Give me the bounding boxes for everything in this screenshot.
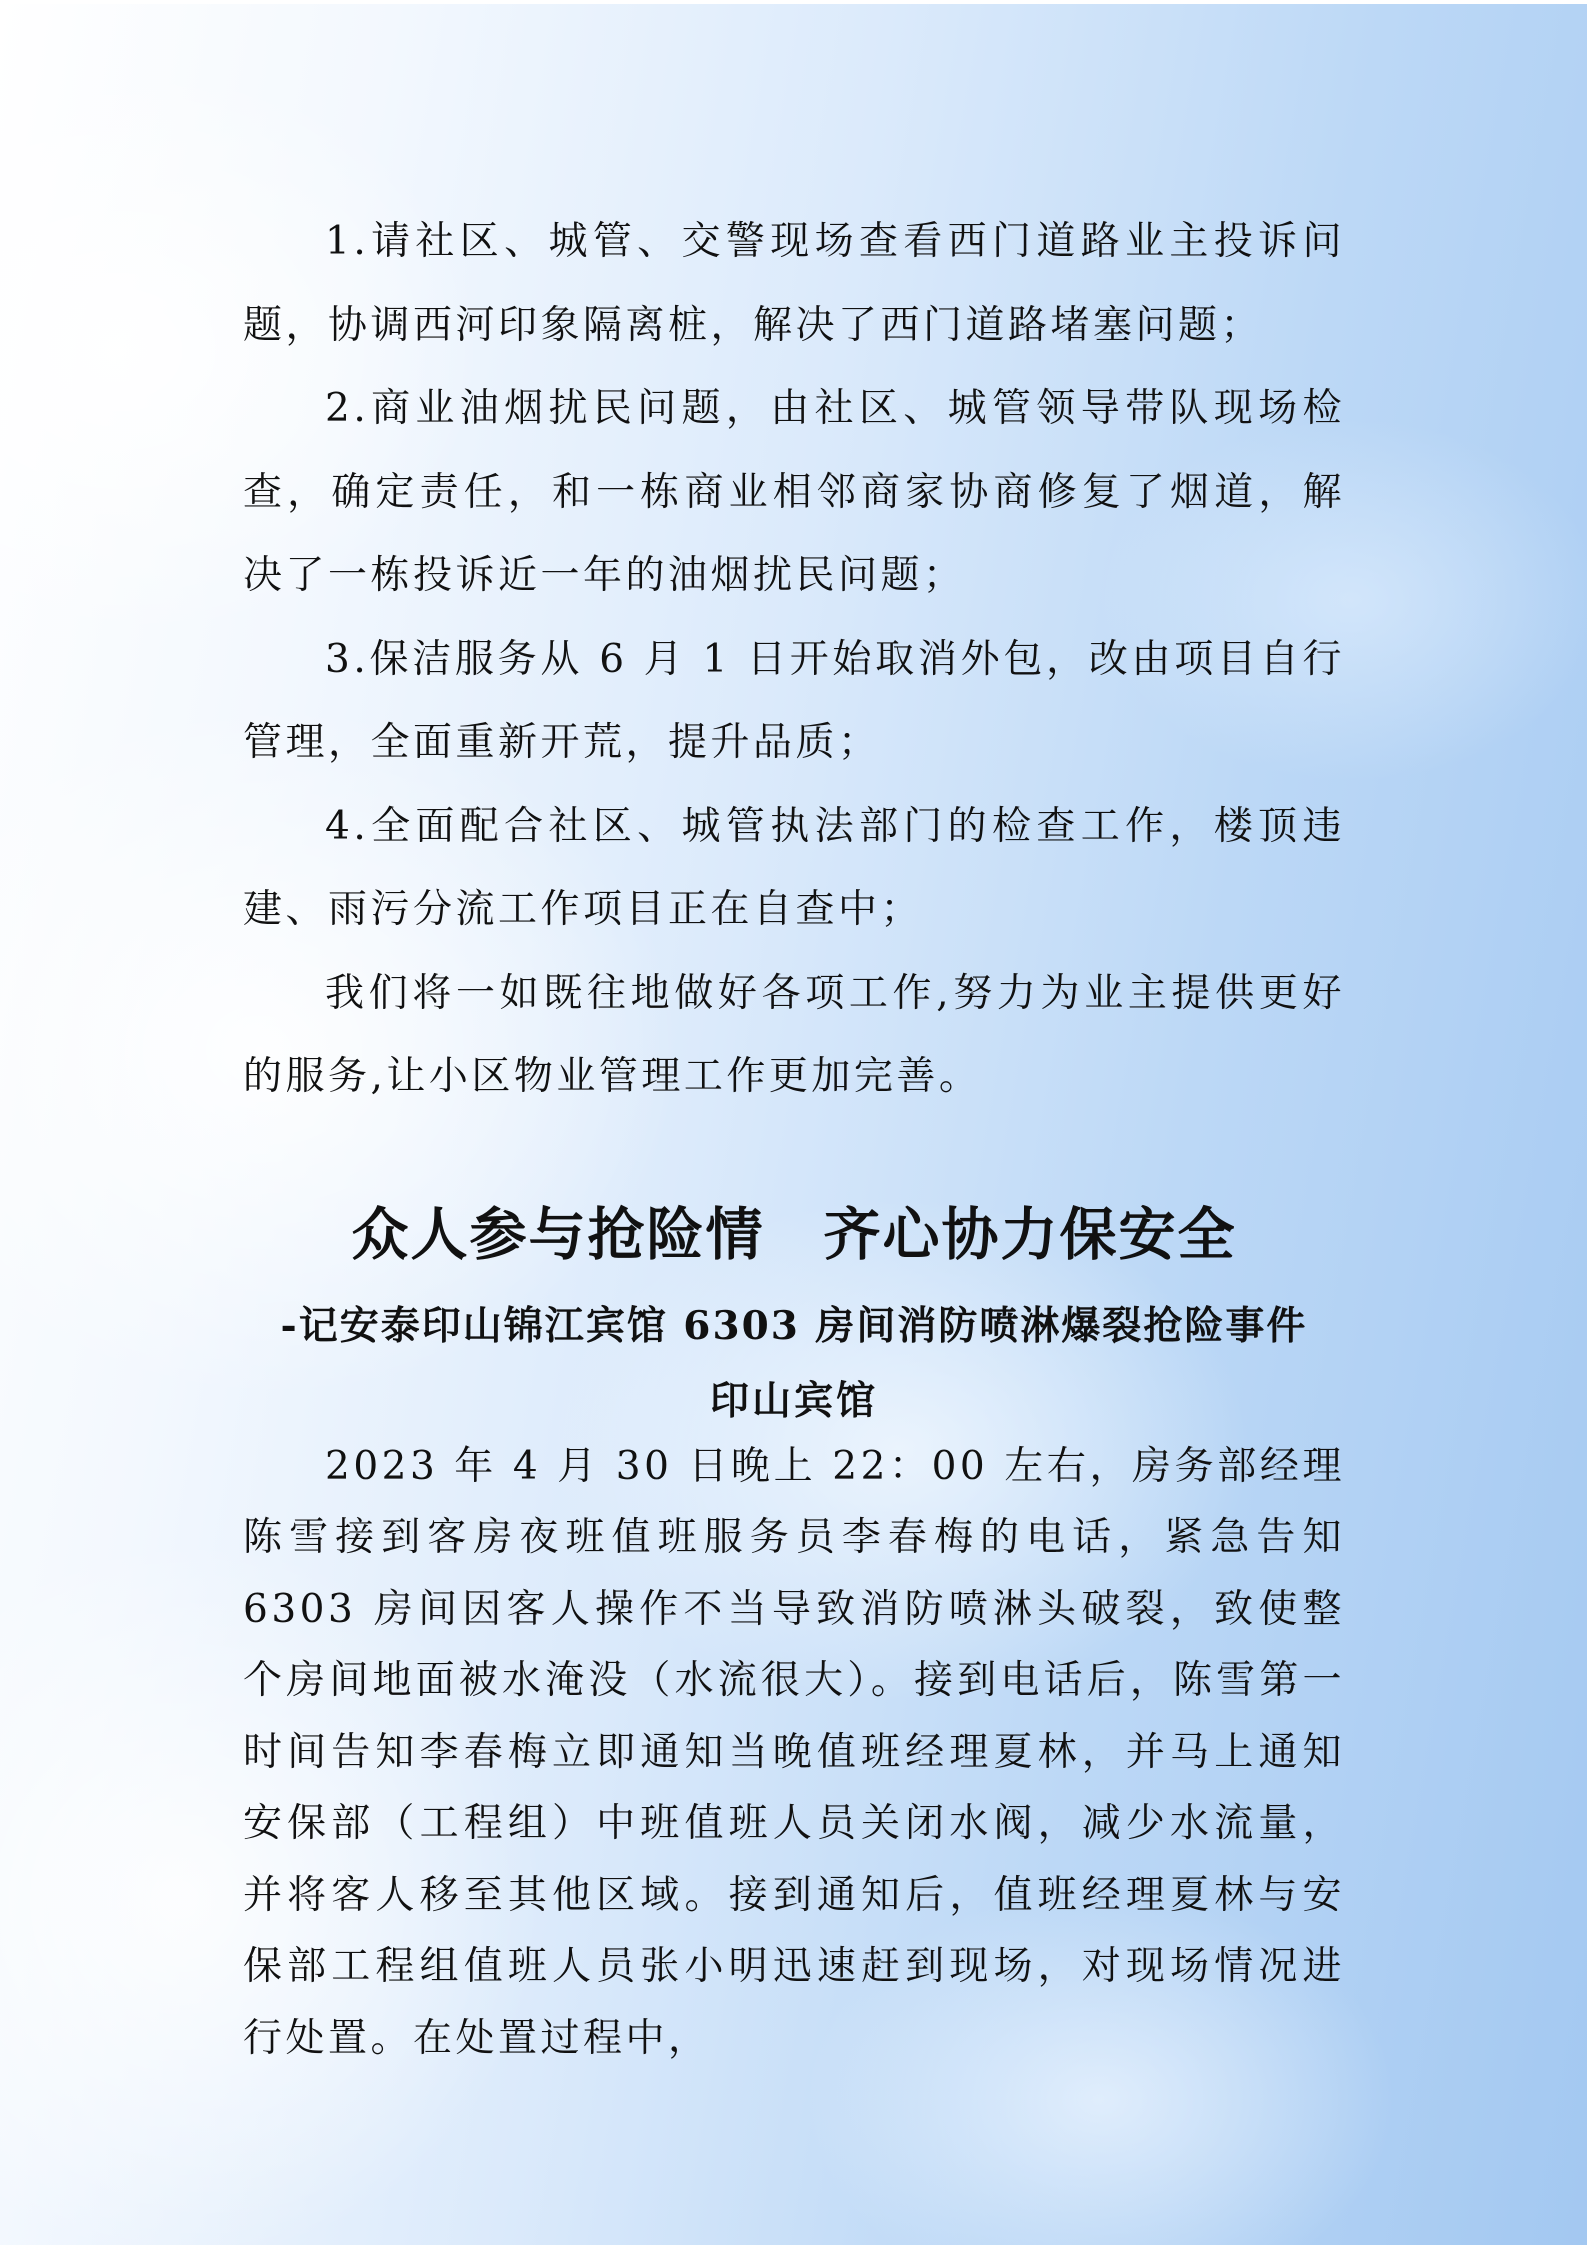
list-item-3: 3.保洁服务从 6 月 1 日开始取消外包，改由项目自行管理，全面重新开荒，提升品质； — [243, 636, 1345, 765]
article-title: 众人参与抢险情 齐心协力保安全 — [351, 1201, 1237, 1268]
list-item-4: 4.全面配合社区、城管执法部门的检查工作，楼顶违建、雨污分流工作项目正在自查中； — [243, 803, 1345, 932]
article-author: 印山宾馆 — [709, 1377, 878, 1424]
article-body-paragraph: 2023 年 4 月 30 日晚上 22：00 左右，房务部经理陈雪接到客房夜班值班服务员李春梅的电话，紧急告知 6303 房间因客人操作不当导致消防喷淋头破裂，致使整个房间地面被水淹没（水流很大）。接到电话后，陈雪第一时间告知李春梅立即通知当晚值班经理夏林，并马上通知安保部（工程组）中班值班人员关闭水阀，减少水流量，并将客人移至其他区域。接到通知后，值班经理夏林与安保部工程组值班人员张小明迅速赶到现场，对现场情况进行处置。在处置过程中， — [243, 1443, 1345, 2061]
page-top-edge — [0, 0, 1587, 4]
list-item-1: 1.请社区、城管、交警现场查看西门道路业主投诉问题，协调西河印象隔离桩，解决了西门道路堵塞问题； — [243, 219, 1345, 348]
page-content — [243, 200, 1345, 2074]
article-subtitle: -记安泰印山锦江宾馆 6303 房间消防喷淋爆裂抢险事件 — [280, 1302, 1308, 1349]
list-item-2: 2.商业油烟扰民问题，由社区、城管领导带队现场检查，确定责任，和一栋商业相邻商家协商修复了烟道，解决了一栋投诉近一年的油烟扰民问题； — [243, 386, 1345, 598]
closing-paragraph: 我们将一如既往地做好各项工作,努力为业主提供更好的服务,让小区物业管理工作更加完善。 — [243, 970, 1345, 1099]
